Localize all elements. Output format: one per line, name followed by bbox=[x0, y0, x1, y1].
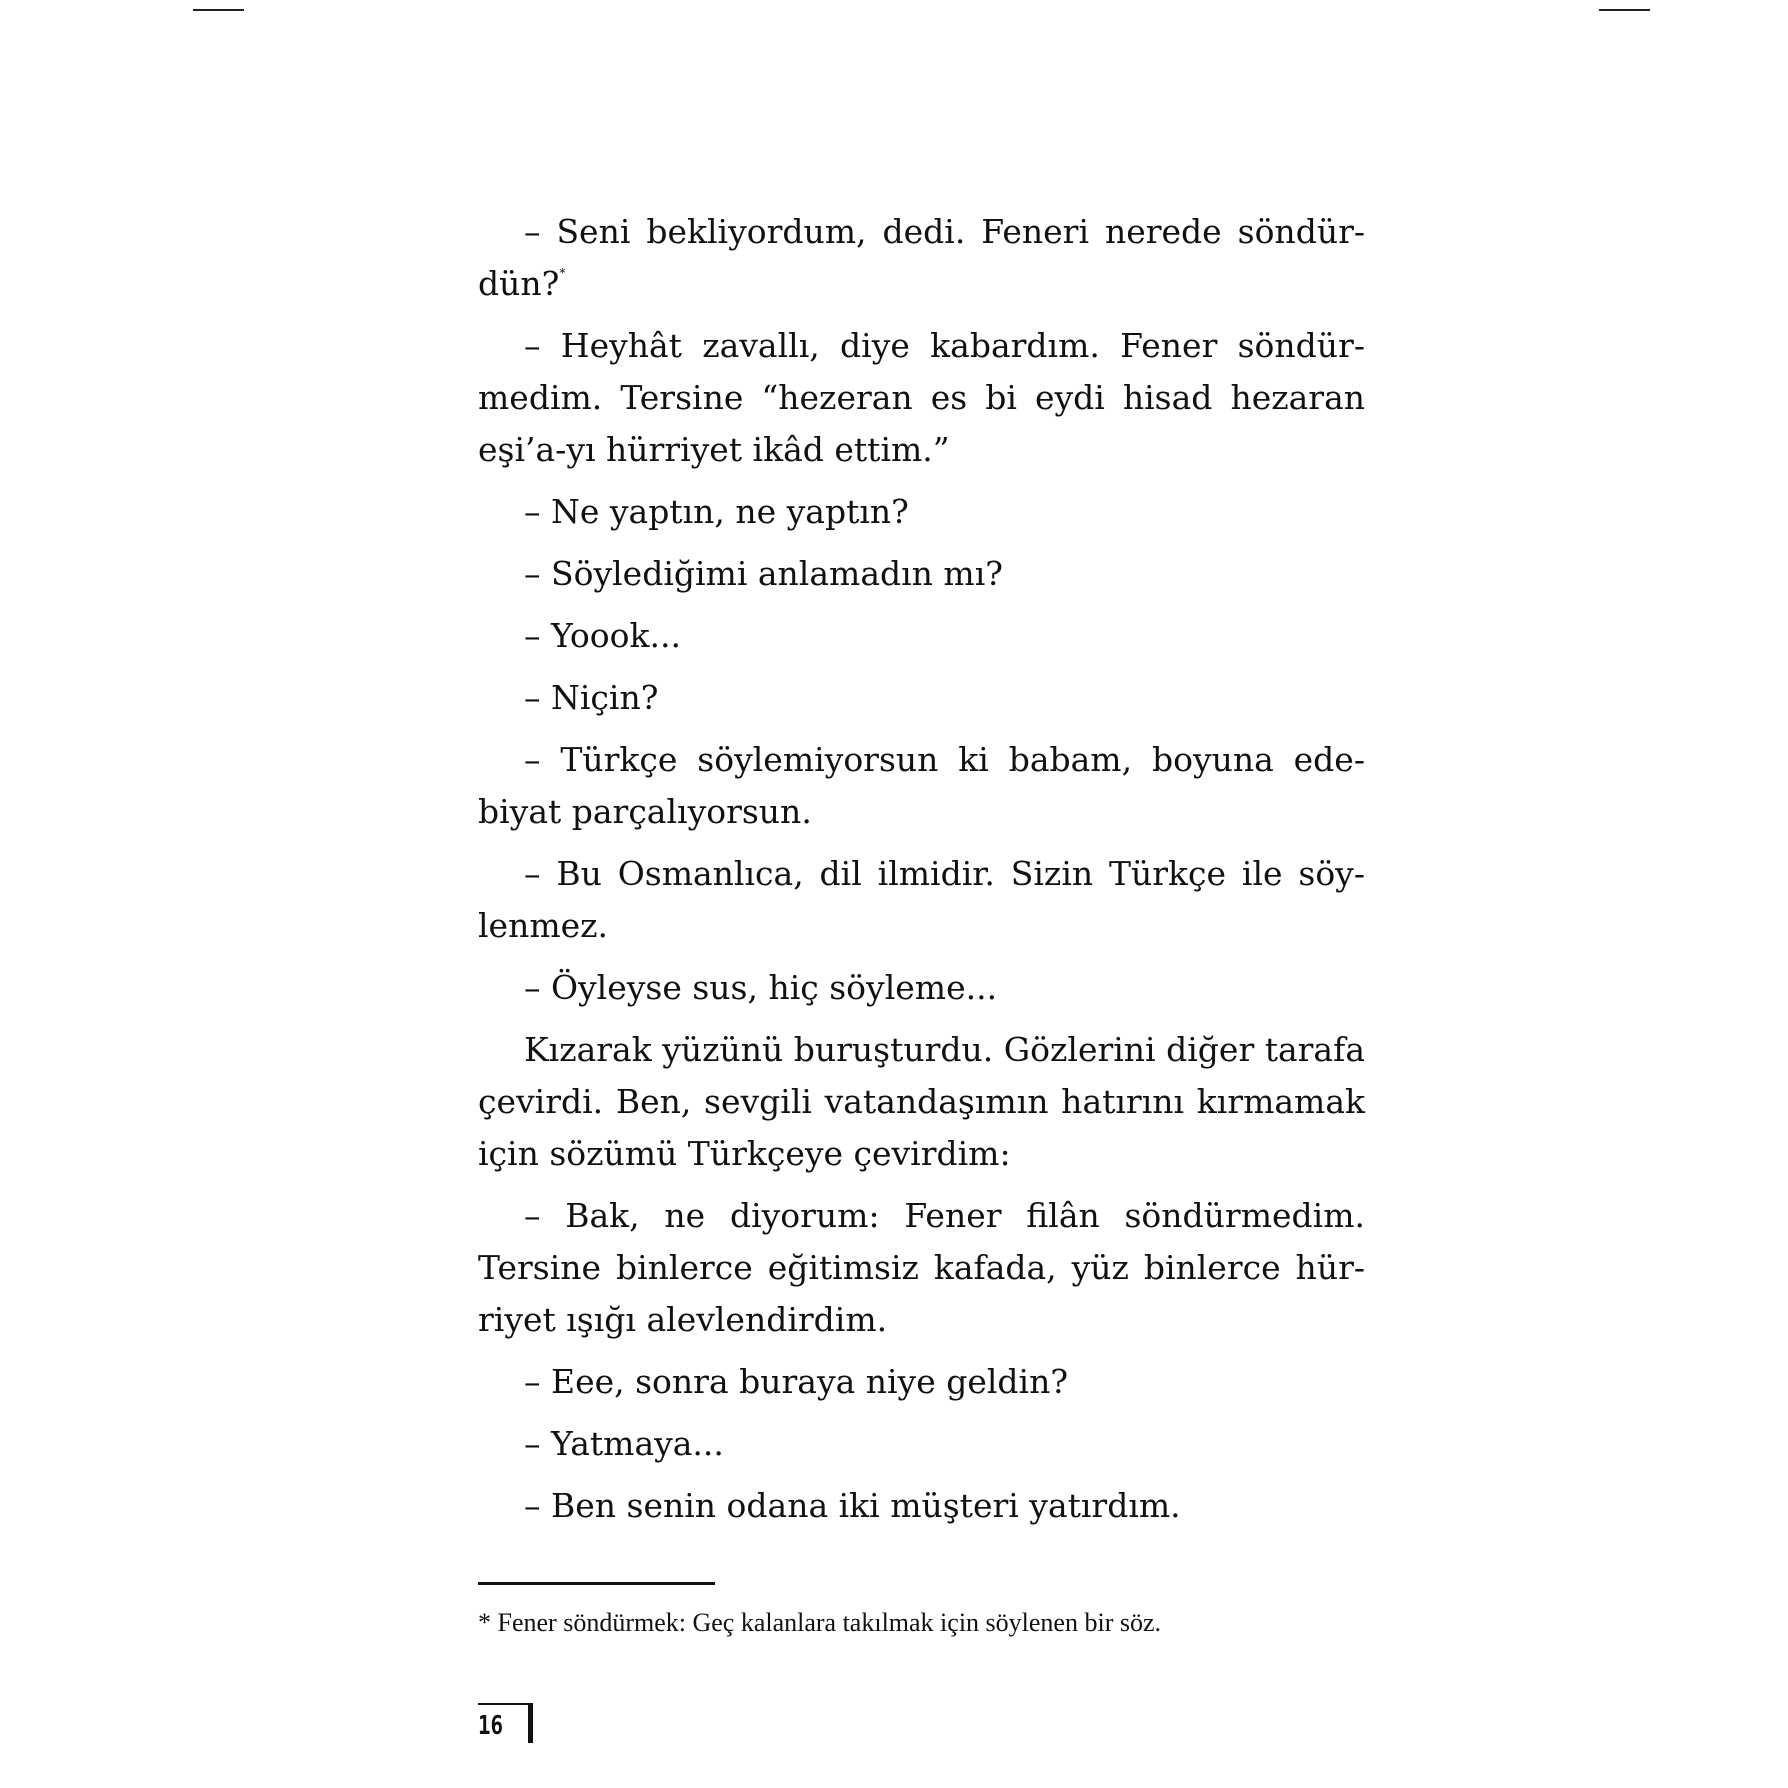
paragraph: – Bak, ne diyorum: Fener filân söndürmedim. Tersine binlerce eğitimsiz kafada, yüz binlerce hürriyet ışığı alevlendirdim. bbox=[478, 1196, 1365, 1339]
footnote: * Fener söndürmek: Geç kalanlara takılmak için söylenen bir söz. bbox=[478, 1608, 1162, 1637]
paragraph: – Ben senin odana iki müşteri yatırdım. bbox=[524, 1486, 1181, 1525]
page-number-rule bbox=[478, 1703, 528, 1705]
paragraph-text: – Seni bekliyordum, dedi. Feneri nerede söndürdün? bbox=[478, 212, 1365, 303]
paragraph: – Heyhât zavallı, diye kabardım. Fener söndürmedim. Tersine “hezeran es bi eydi hisad hezaran eşi’a-yı hürriyet ikâd ettim.” bbox=[478, 326, 1365, 469]
paragraph: – Öyleyse sus, hiç söyleme... bbox=[524, 968, 998, 1007]
paragraph: – Yoook... bbox=[524, 616, 681, 655]
paragraph: – Eee, sonra buraya niye geldin? bbox=[524, 1362, 1069, 1401]
paragraph: – Türkçe söylemiyorsun ki babam, boyuna edebiyat parçalıyorsun. bbox=[478, 740, 1365, 831]
crop-mark-right bbox=[1599, 9, 1650, 11]
paragraph: – Söylediğimi anlamadın mı? bbox=[524, 554, 1003, 593]
paragraph: – Yatmaya... bbox=[524, 1424, 724, 1463]
page-number: 16 bbox=[478, 1711, 504, 1741]
body-text bbox=[478, 206, 1365, 1542]
footnote-marker: * bbox=[559, 266, 566, 280]
footnote-separator bbox=[478, 1582, 715, 1585]
paragraph bbox=[478, 206, 1365, 310]
crop-mark-left bbox=[193, 9, 244, 11]
page-number-bar bbox=[528, 1703, 533, 1743]
page-number-block bbox=[478, 1703, 538, 1747]
paragraph: – Bu Osmanlıca, dil ilmidir. Sizin Türkçe ile söylenmez. bbox=[478, 854, 1365, 945]
paragraph: – Niçin? bbox=[524, 678, 659, 717]
paragraph: – Ne yaptın, ne yaptın? bbox=[524, 492, 909, 531]
paragraph: Kızarak yüzünü buruşturdu. Gözlerini diğer tarafa çevirdi. Ben, sevgili vatandaşımın hatırını kırmamak için sözümü Türkçeye çevirdim: bbox=[478, 1030, 1365, 1173]
